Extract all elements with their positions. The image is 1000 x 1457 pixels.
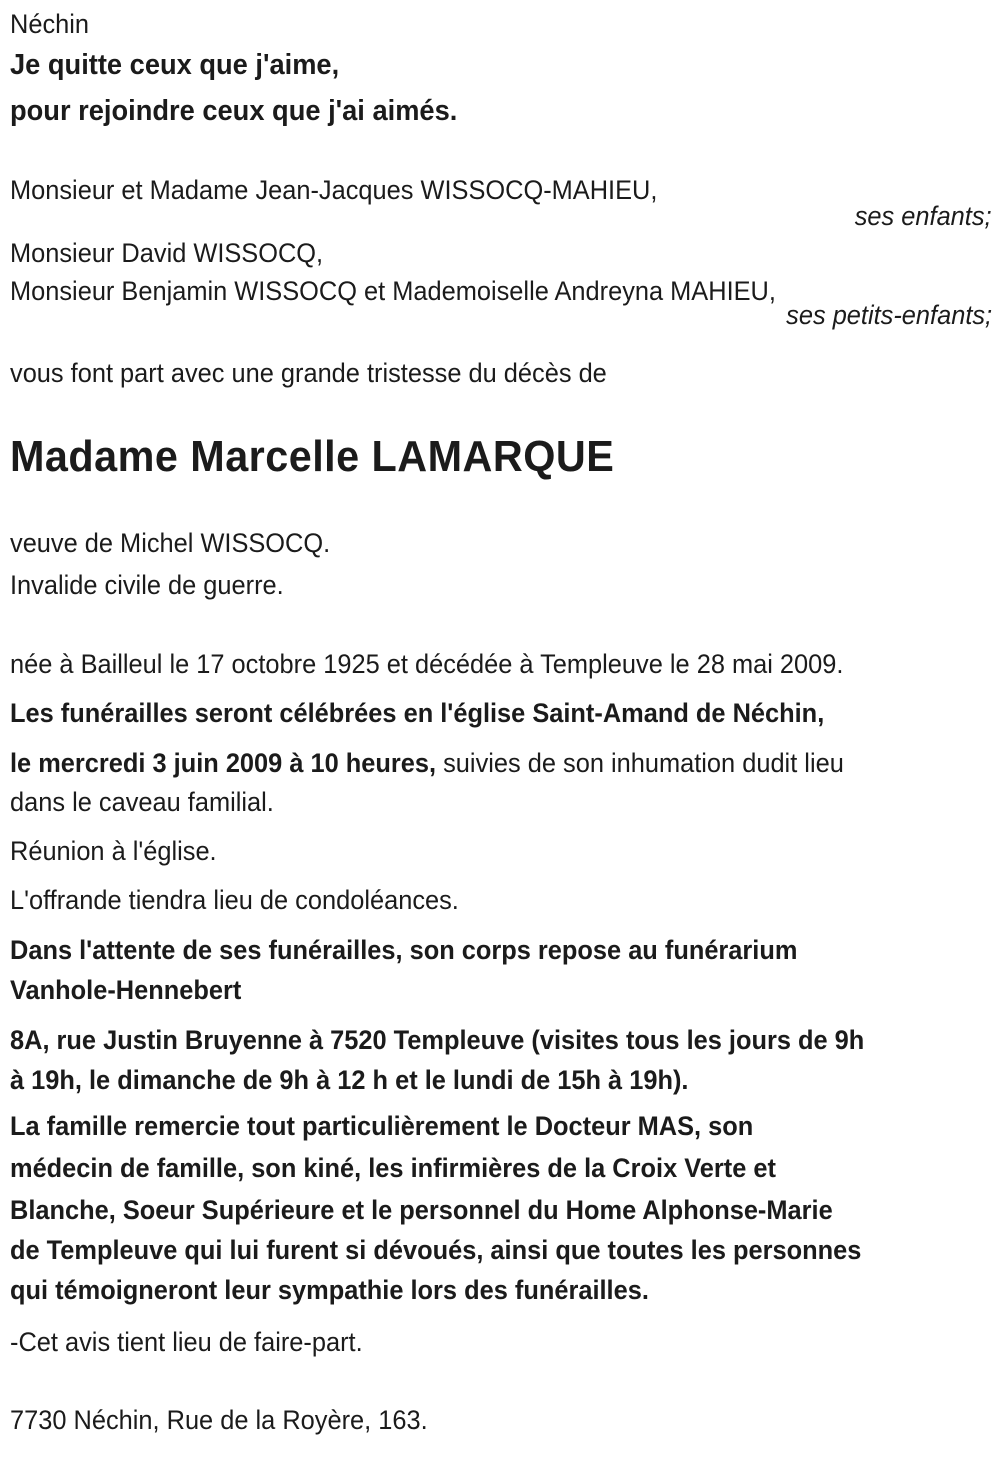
funeral-date-bold: le mercredi 3 juin 2009 à 10 heures, (10, 748, 437, 778)
meeting-line: Réunion à l'église. (10, 836, 217, 866)
funeral-date-line (10, 747, 844, 781)
repose-line-2: Vanhole-Hennebert (10, 975, 242, 1005)
epigraph-line-1: Je quitte ceux que j'aime, (10, 49, 340, 81)
children-label: ses enfants; (855, 201, 992, 231)
visits-line-1: 8A, rue Justin Bruyenne à 7520 Templeuve (visites tous les jours de 9h (10, 1025, 865, 1055)
grandchildren-line-1: Monsieur David WISSOCQ, (10, 238, 324, 268)
epigraph-line-2: pour rejoindre ceux que j'ai aimés. (10, 95, 458, 127)
repose-line-1: Dans l'attente de ses funérailles, son corps repose au funérarium (10, 935, 798, 965)
children-names-line: Monsieur et Madame Jean-Jacques WISSOCQ-MAHIEU, (10, 175, 658, 205)
thanks-line-5: qui témoigneront leur sympathie lors des funérailles. (10, 1275, 649, 1305)
funeral-date-rest: suivies de son inhumation dudit lieu (436, 748, 844, 778)
grandchildren-label: ses petits-enfants; (786, 300, 992, 330)
funeral-vault-line: dans le caveau familial. (10, 787, 274, 817)
thanks-line-3: Blanche, Soeur Supérieure et le personnel du Home Alphonse-Marie (10, 1195, 833, 1225)
address-line: 7730 Néchin, Rue de la Royère, 163. (10, 1405, 428, 1435)
place-line: Néchin (10, 9, 90, 39)
thanks-line-4: de Templeuve qui lui furent si dévoués, ainsi que toutes les personnes (10, 1235, 862, 1265)
grandchildren-line-2: Monsieur Benjamin WISSOCQ et Mademoiselle Andreyna MAHIEU, (10, 276, 776, 306)
thanks-line-1: La famille remercie tout particulièrement le Docteur MAS, son (10, 1111, 754, 1141)
notice-line: -Cet avis tient lieu de faire-part. (10, 1327, 363, 1357)
offering-line: L'offrande tiendra lieu de condoléances. (10, 885, 459, 915)
deceased-name-heading: Madame Marcelle LAMARQUE (10, 432, 615, 481)
visits-line-2: à 19h, le dimanche de 9h à 12 h et le lundi de 15h à 19h). (10, 1065, 689, 1095)
announcement-intro: vous font part avec une grande tristesse du décès de (10, 358, 607, 388)
birth-death-line: née à Bailleul le 17 octobre 1925 et décédée à Templeuve le 28 mai 2009. (10, 649, 844, 679)
invalid-status-line: Invalide civile de guerre. (10, 570, 284, 600)
funeral-church-line: Les funérailles seront célébrées en l'église Saint-Amand de Néchin, (10, 698, 825, 728)
thanks-line-2: médecin de famille, son kiné, les infirmières de la Croix Verte et (10, 1153, 776, 1183)
widow-line: veuve de Michel WISSOCQ. (10, 528, 331, 558)
